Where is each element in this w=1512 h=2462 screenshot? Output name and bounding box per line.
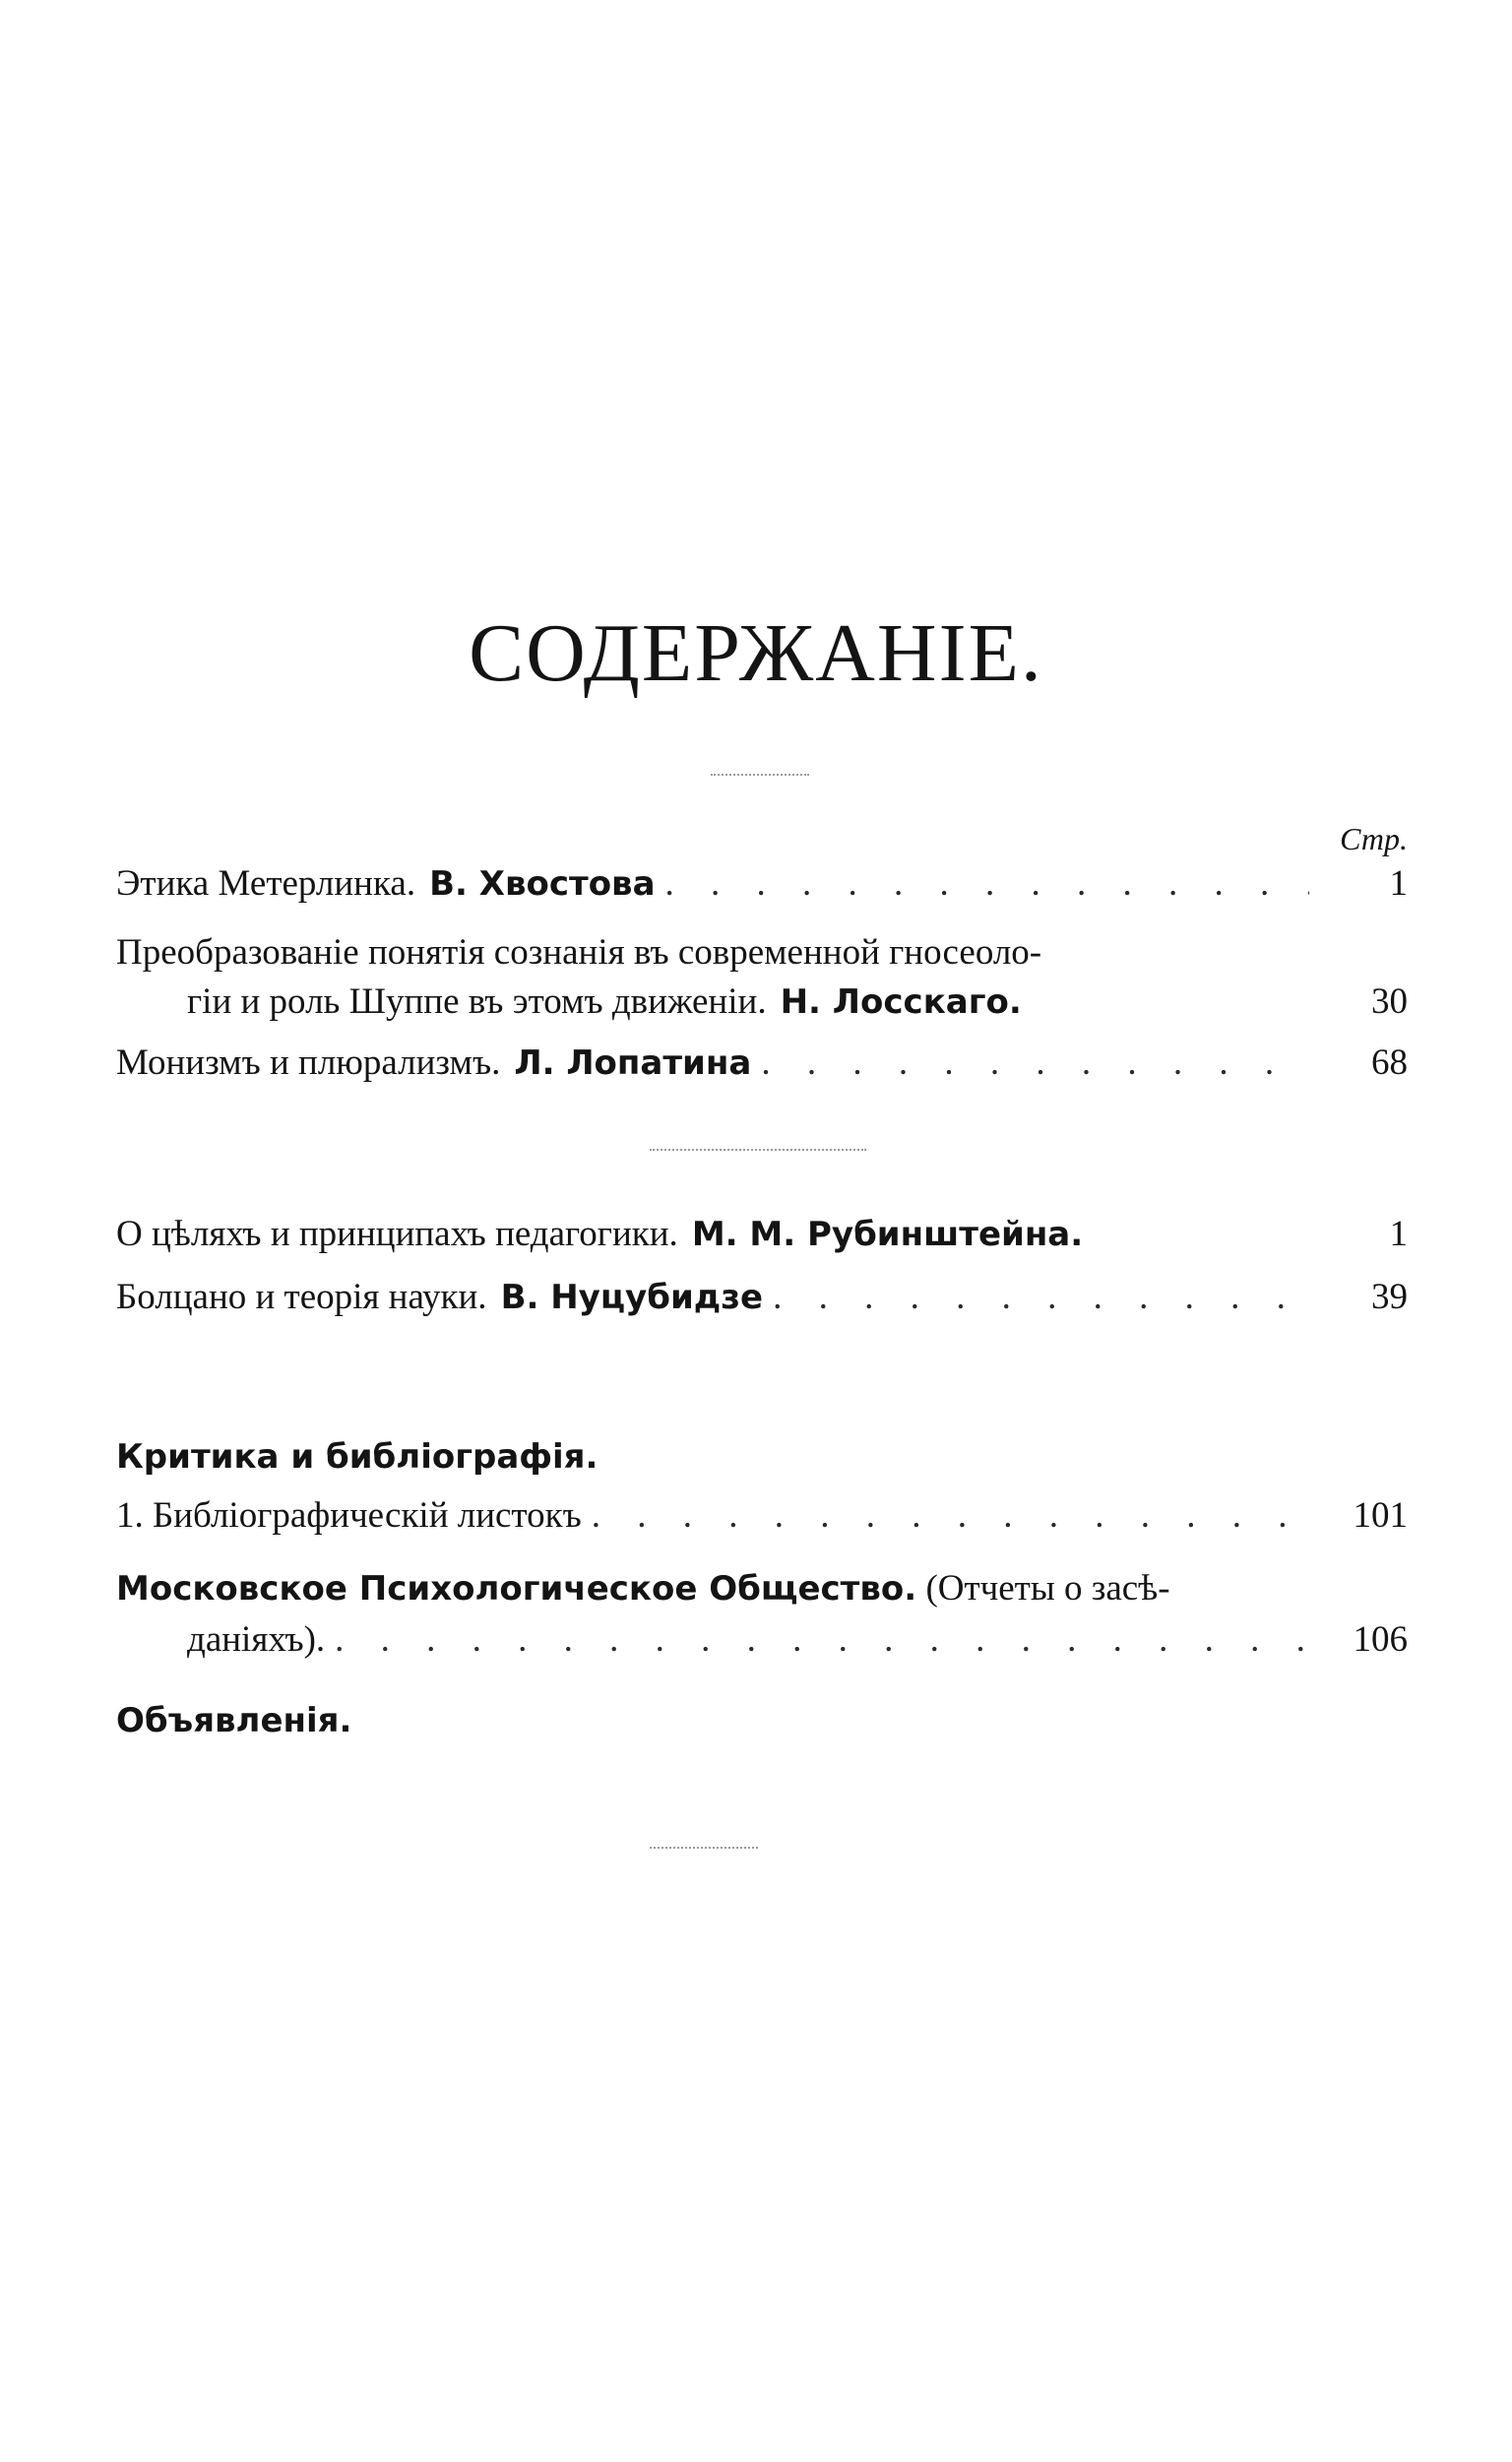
society-name: Московское Психологическое Общество. [116, 1569, 917, 1609]
entry-author: В. Хвостова [429, 864, 656, 904]
entry-title: Этика Метерлинка. [116, 863, 416, 904]
entry-author: Н. Лосскаго. [780, 982, 1022, 1022]
entry-author: Л. Лопатина [514, 1043, 752, 1083]
toc-entry [187, 1618, 1408, 1670]
entry-author: М. М. Рубинштейна. [691, 1215, 1084, 1254]
entry-title-line: Преобразованіе понятія сознанія въ современной гносеоло- [116, 932, 1042, 973]
section-heading: Критика и библіографія. [116, 1437, 598, 1477]
dot-leader [773, 1276, 1309, 1318]
society-note: (Отчеты о засѣ- [916, 1568, 1170, 1609]
dot-leader [761, 1042, 1309, 1084]
toc-entry [116, 862, 1408, 914]
entry-title-line: даніяхъ). [187, 1619, 326, 1660]
entry-page: 39 [1371, 1277, 1408, 1317]
entry-page: 106 [1353, 1619, 1408, 1660]
entry-page: 68 [1371, 1042, 1408, 1083]
dot-leader [592, 1494, 1309, 1537]
announcements-heading: Объявленія. [116, 1701, 352, 1740]
page-column-label: Стр. [1340, 821, 1408, 856]
page-title: СОДЕРЖАНІЕ. [469, 607, 1043, 699]
toc-entry-line [116, 1567, 1170, 1610]
entry-page: 1 [1389, 863, 1408, 904]
toc-entry [116, 1213, 1408, 1264]
entry-author: В. Нуцубидзе [500, 1278, 764, 1317]
toc-entry [187, 980, 1408, 1032]
dot-leader [665, 862, 1309, 905]
toc-entry [116, 1494, 1408, 1546]
entry-page: 1 [1389, 1214, 1408, 1254]
entry-title: 1. Библіографическій листокъ [116, 1495, 582, 1536]
dot-leader [335, 1618, 1309, 1661]
toc-entry [116, 1276, 1408, 1327]
separator [650, 1149, 866, 1151]
entry-page: 30 [1371, 981, 1408, 1022]
toc-entry [116, 1042, 1408, 1093]
entry-title: О цѣляхъ и принципахъ педагогики. [116, 1214, 678, 1254]
entry-title: Монизмъ и плюрализмъ. [116, 1042, 501, 1083]
entry-title-line: гіи и роль Шуппе въ этомъ движеніи. [187, 981, 767, 1022]
entry-page: 101 [1353, 1495, 1408, 1536]
separator [650, 1847, 758, 1849]
separator [711, 774, 809, 776]
entry-title: Болцано и теорія науки. [116, 1277, 487, 1317]
toc-entry-line [116, 931, 1408, 982]
